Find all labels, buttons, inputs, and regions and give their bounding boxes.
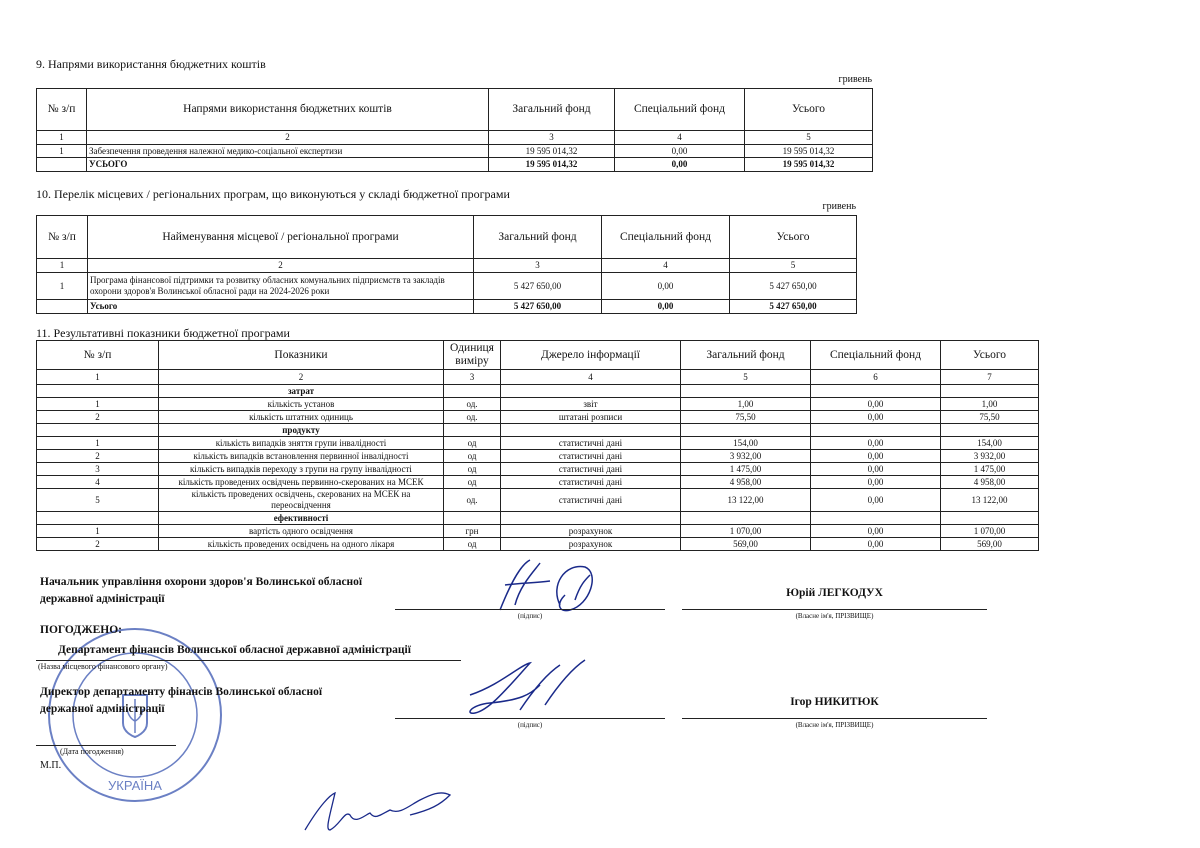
cell: 4 (602, 259, 730, 273)
table-row (37, 145, 873, 158)
director-sign-line (395, 718, 665, 719)
cell (811, 424, 941, 437)
cell: статистичні дані (501, 437, 681, 450)
cell: од. (444, 489, 501, 512)
head-name-caption: (Власне ім'я, ПРІЗВИЩЕ) (795, 612, 874, 620)
cell: грн (444, 525, 501, 538)
cell: од (444, 463, 501, 476)
cell: 19 595 014,32 (745, 145, 873, 158)
s11-table (36, 340, 1039, 551)
cell: 13 122,00 (941, 489, 1039, 512)
cell: 1 070,00 (941, 525, 1039, 538)
cell: 0,00 (811, 437, 941, 450)
cell: 1 (37, 259, 88, 273)
cell: 0,00 (811, 476, 941, 489)
mp-label: М.П. (40, 760, 62, 771)
s9-title: 9. Напрями використання бюджетних коштів (36, 57, 266, 71)
cell: 19 595 014,32 (745, 158, 873, 172)
cell: Загальний фонд (489, 89, 615, 131)
cell: 75,50 (941, 411, 1039, 424)
table-row (37, 476, 1039, 489)
cell: Одиниця виміру (444, 341, 501, 370)
cell: № з/п (37, 216, 88, 259)
group-name: затрат (159, 385, 444, 398)
cell: 1 (37, 398, 159, 411)
cell: 5 427 650,00 (730, 300, 857, 314)
cell: Усього (730, 216, 857, 259)
cell (444, 512, 501, 525)
extra-signature (300, 785, 460, 840)
cell (811, 512, 941, 525)
director-signature (460, 655, 600, 720)
agreed-label: ПОГОДЖЕНО: (40, 624, 122, 636)
cell: Програма фінансової підтримки та розвитку обласних комунальних підприємств та закладів охорони здоров'я Волинської обласної ради на 2024-2026 роки (88, 273, 474, 300)
cell: 2 (37, 411, 159, 424)
cell: од (444, 476, 501, 489)
finance-dept: Департамент фінансів Волинської обласної державної адміністрації (58, 644, 411, 656)
date-line (36, 745, 176, 746)
cell: 1 (37, 437, 159, 450)
group-name: ефективності (159, 512, 444, 525)
director-name-caption: (Власне ім'я, ПРІЗВИЩЕ) (795, 721, 874, 729)
group-row (37, 424, 1039, 437)
cell (37, 385, 159, 398)
cell (501, 424, 681, 437)
head-sign-caption: (підпис) (517, 612, 543, 620)
cell: 0,00 (811, 538, 941, 551)
cell: Усього (88, 300, 474, 314)
cell (681, 512, 811, 525)
cell: 1 475,00 (941, 463, 1039, 476)
cell (37, 512, 159, 525)
director-title: Директор департаменту фінансів Волинської обласної державної адміністрації (40, 686, 323, 715)
s11-title: 11. Результативні показники бюджетної програми (36, 326, 290, 340)
cell: 6 (811, 370, 941, 385)
cell: 5 (745, 131, 873, 145)
cell: 5 (681, 370, 811, 385)
cell: 3 932,00 (941, 450, 1039, 463)
cell: 1 (37, 370, 159, 385)
cell: Забезпечення проведення належної медико-соціальної експертизи (87, 145, 489, 158)
table-row (37, 411, 1039, 424)
header-row (37, 89, 873, 131)
head-signature (480, 555, 630, 615)
cell: Загальний фонд (474, 216, 602, 259)
cell: № з/п (37, 341, 159, 370)
table-row (37, 437, 1039, 450)
cell: 4 (37, 476, 159, 489)
cell: 0,00 (811, 525, 941, 538)
cell: 2 (88, 259, 474, 273)
cell (681, 385, 811, 398)
cell (37, 424, 159, 437)
cell: 7 (941, 370, 1039, 385)
head-sign-line (395, 609, 665, 610)
cell: 2 (37, 450, 159, 463)
s10-unit: гривень (822, 201, 856, 212)
table-row (37, 538, 1039, 551)
cell (37, 300, 88, 314)
cell: Усього (941, 341, 1039, 370)
cell: 0,00 (615, 158, 745, 172)
table-row (37, 450, 1039, 463)
head-name: Юрій ЛЕГКОДУХ (786, 587, 883, 599)
cell: звіт (501, 398, 681, 411)
table-row (37, 525, 1039, 538)
cell: кількість проведених освідчень первинно-скерованих на МСЕК (159, 476, 444, 489)
cell: од. (444, 411, 501, 424)
table-row (37, 463, 1039, 476)
s9-unit: гривень (838, 74, 872, 85)
cell: 2 (37, 538, 159, 551)
director-name: Ігор НИКИТЮК (790, 696, 879, 708)
cell (681, 424, 811, 437)
director-sign-caption: (підпис) (517, 721, 543, 729)
cell (941, 512, 1039, 525)
cell: 5 427 650,00 (730, 273, 857, 300)
cell: розрахунок (501, 538, 681, 551)
total-row (37, 158, 873, 172)
cell: розрахунок (501, 525, 681, 538)
cell: 154,00 (941, 437, 1039, 450)
cell: 4 958,00 (681, 476, 811, 489)
cell: 154,00 (681, 437, 811, 450)
cell: 1,00 (681, 398, 811, 411)
finance-dept-caption: (Назва місцевого фінансового органу) (38, 662, 168, 671)
cell: 19 595 014,32 (489, 145, 615, 158)
cell: статистичні дані (501, 489, 681, 512)
finance-dept-line (36, 660, 461, 661)
s10-table (36, 215, 857, 314)
cell: статистичні дані (501, 463, 681, 476)
table-row (37, 398, 1039, 411)
column-number-row (37, 259, 857, 273)
cell: 5 427 650,00 (474, 273, 602, 300)
cell: 0,00 (615, 145, 745, 158)
cell: 19 595 014,32 (489, 158, 615, 172)
head-name-line (682, 609, 987, 610)
cell: статистичні дані (501, 450, 681, 463)
cell: 4 (615, 131, 745, 145)
cell: кількість штатних одиниць (159, 411, 444, 424)
column-number-row (37, 370, 1039, 385)
cell: 1 (37, 273, 88, 300)
cell (444, 424, 501, 437)
cell: Напрями використання бюджетних коштів (87, 89, 489, 131)
cell: Усього (745, 89, 873, 131)
cell: 0,00 (811, 489, 941, 512)
cell: 75,50 (681, 411, 811, 424)
cell: кількість випадків встановлення первинної інвалідності (159, 450, 444, 463)
cell: 0,00 (602, 300, 730, 314)
group-name: продукту (159, 424, 444, 437)
cell: 3 (37, 463, 159, 476)
cell: кількість проведених освідчень, скерованих на МСЕК на переосвідчення (159, 489, 444, 512)
svg-text:УКРАЇНА: УКРАЇНА (108, 778, 162, 793)
cell: 0,00 (811, 398, 941, 411)
cell: 3 (489, 131, 615, 145)
cell: 3 (444, 370, 501, 385)
cell: 0,00 (602, 273, 730, 300)
cell: 3 (474, 259, 602, 273)
cell: Найменування місцевої / регіональної програми (88, 216, 474, 259)
cell: Джерело інформації (501, 341, 681, 370)
cell: 5 (37, 489, 159, 512)
cell: 4 958,00 (941, 476, 1039, 489)
cell: 1 (37, 145, 87, 158)
cell: од (444, 538, 501, 551)
cell: 5 (730, 259, 857, 273)
total-row (37, 300, 857, 314)
cell: од (444, 450, 501, 463)
date-caption: (Дата погодження) (60, 747, 124, 756)
cell: 4 (501, 370, 681, 385)
cell: 569,00 (941, 538, 1039, 551)
cell (444, 385, 501, 398)
s10-title: 10. Перелік місцевих / регіональних програм, що виконуються у складі бюджетної програми (36, 187, 510, 201)
cell: статистичні дані (501, 476, 681, 489)
cell: 5 427 650,00 (474, 300, 602, 314)
cell: 1 475,00 (681, 463, 811, 476)
cell: Показники (159, 341, 444, 370)
column-number-row (37, 131, 873, 145)
director-name-line (682, 718, 987, 719)
cell: 569,00 (681, 538, 811, 551)
cell: Спеціальний фонд (602, 216, 730, 259)
cell: Спеціальний фонд (615, 89, 745, 131)
table-row (37, 273, 857, 300)
s9-table (36, 88, 873, 172)
cell (811, 385, 941, 398)
cell: 0,00 (811, 450, 941, 463)
cell: 2 (159, 370, 444, 385)
cell: кількість випадків зняття групи інвалідності (159, 437, 444, 450)
cell (37, 158, 87, 172)
cell (941, 424, 1039, 437)
group-row (37, 385, 1039, 398)
head-title: Начальник управління охорони здоров'я Волинської обласної державної адміністрації (40, 576, 363, 605)
cell: 1 (37, 131, 87, 145)
cell: Спеціальний фонд (811, 341, 941, 370)
cell: кількість установ (159, 398, 444, 411)
cell: од (444, 437, 501, 450)
cell (501, 385, 681, 398)
cell: од. (444, 398, 501, 411)
header-row (37, 341, 1039, 370)
header-row (37, 216, 857, 259)
cell: № з/п (37, 89, 87, 131)
cell: 3 932,00 (681, 450, 811, 463)
cell: 1 (37, 525, 159, 538)
cell: кількість випадків переходу з групи на групу інвалідності (159, 463, 444, 476)
cell: 2 (87, 131, 489, 145)
table-row (37, 489, 1039, 512)
cell: вартість одного освідчення (159, 525, 444, 538)
cell (941, 385, 1039, 398)
cell: УСЬОГО (87, 158, 489, 172)
cell: 1,00 (941, 398, 1039, 411)
group-row (37, 512, 1039, 525)
cell: Загальний фонд (681, 341, 811, 370)
cell: 13 122,00 (681, 489, 811, 512)
cell: 1 070,00 (681, 525, 811, 538)
cell: кількість проведених освідчень на одного лікаря (159, 538, 444, 551)
cell (501, 512, 681, 525)
cell: 0,00 (811, 411, 941, 424)
cell: 0,00 (811, 463, 941, 476)
cell: штатані розписи (501, 411, 681, 424)
